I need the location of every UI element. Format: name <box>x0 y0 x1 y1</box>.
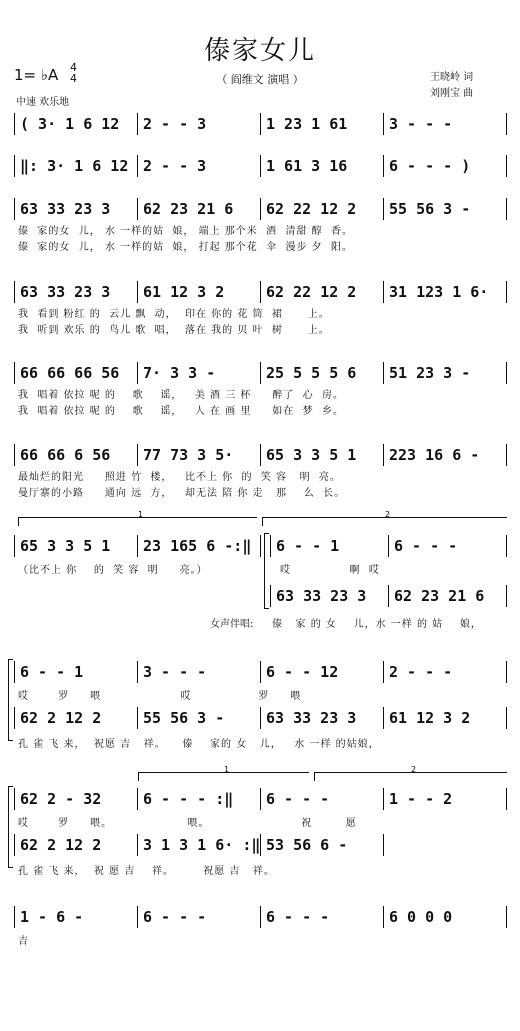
barline <box>383 906 384 928</box>
measure: 63 33 23 3 <box>266 709 357 727</box>
system-brace <box>264 533 269 609</box>
measure: 6 - - - <box>266 908 330 926</box>
measure: 61 12 3 2 <box>143 283 225 301</box>
measure: 3 - - - <box>143 663 207 681</box>
meter-bottom: 4 <box>70 72 77 85</box>
lyric-line: 哎 啊 哎 <box>280 565 380 576</box>
volta-number: 1 <box>138 510 144 519</box>
lyricist-credit: 王晓岭 词 <box>430 72 474 83</box>
measure: 3 - - - <box>389 115 462 133</box>
barline <box>260 362 261 384</box>
lyric-line: 哎 罗 喂。 喂。 祝 愿 <box>18 818 357 829</box>
barline <box>506 113 507 135</box>
lyric-line: 我 唱着 依拉 呢 的 歌 谣， 人 在 画 里 如在 梦 乡。 <box>18 406 345 417</box>
measure: 6 - - 1 <box>20 663 84 681</box>
measure: 62 2 12 2 <box>20 709 102 727</box>
composer-credit: 刘刚宝 曲 <box>430 88 474 99</box>
barline <box>14 198 15 220</box>
measure: 2 - - - <box>389 663 453 681</box>
barline <box>14 707 15 729</box>
measure: 31 123 1 6· <box>389 283 489 301</box>
barline <box>260 788 261 810</box>
measure: 62 2 12 2 <box>20 836 102 854</box>
barline <box>14 535 15 557</box>
score-row-volta <box>14 510 506 637</box>
measure: 65 3 3 5 1 <box>20 537 111 555</box>
measure: 223 16 6 - <box>389 446 480 464</box>
measure: 6 - - - <box>143 908 207 926</box>
barline <box>260 198 261 220</box>
barline <box>388 585 389 607</box>
volta-number: 2 <box>411 765 417 774</box>
measure: 63 33 23 3 <box>276 587 367 605</box>
barline <box>260 906 261 928</box>
score-row-duet <box>14 765 506 890</box>
barline <box>506 661 507 683</box>
measure: 2 - - 3 <box>143 115 207 133</box>
volta-number: 2 <box>385 510 391 519</box>
measure: 55 56 3 - <box>389 200 471 218</box>
barline <box>137 444 138 466</box>
measure: ‖: 3· 1 6 12 <box>20 157 129 175</box>
measure: 55 56 3 - <box>143 709 225 727</box>
lyric-line: 傣 家的女 儿， 水 一样的姑 娘， 打起 那个花 伞 漫步 夕 阳。 <box>18 242 354 253</box>
lyric-line: 孔 雀 飞 来， 祝愿 吉 祥。 傣 家的 女 儿， 水 一样 的姑娘， <box>18 739 380 750</box>
measure: 53 56 6 - <box>266 836 348 854</box>
lyric-line: 孔 雀 飞 来， 祝 愿 吉 祥。 祝愿 吉 祥。 <box>18 866 275 877</box>
volta-bracket-2 <box>262 510 507 526</box>
barline <box>137 906 138 928</box>
barline <box>137 661 138 683</box>
barline <box>260 834 261 856</box>
barline <box>137 788 138 810</box>
time-signature <box>70 62 77 84</box>
score-row <box>14 446 506 506</box>
barline <box>14 834 15 856</box>
measure: 1 23 1 61 <box>266 115 348 133</box>
lyric-line: 我 看到 粉红 的 云儿 飘 动， 印在 你的 花 筒 裙 上。 <box>18 309 330 320</box>
measure: 63 33 23 3 <box>20 200 111 218</box>
measure: ( 3· 1 6 12 <box>20 115 120 133</box>
measure: 66 66 66 56 <box>20 364 120 382</box>
meter-top: 4 <box>70 61 77 74</box>
measure: 62 22 12 2 <box>266 200 357 218</box>
barline <box>14 444 15 466</box>
measure: 23 165 6 -:‖ <box>143 537 252 555</box>
volta-bracket-2 <box>314 765 507 781</box>
measure: 7· 3 3 - <box>143 364 216 382</box>
barline <box>260 444 261 466</box>
barline <box>383 281 384 303</box>
volta-bracket-1 <box>138 765 309 781</box>
barline <box>388 535 389 557</box>
measure: 25 5 5 5 6 <box>266 364 357 382</box>
score-row <box>14 283 506 343</box>
barline <box>506 198 507 220</box>
measure: 51 23 3 - <box>389 364 471 382</box>
measure: 63 33 23 3 <box>20 283 111 301</box>
barline <box>506 444 507 466</box>
system-brace <box>8 659 13 741</box>
barline <box>137 281 138 303</box>
measure: 62 23 21 6 <box>394 587 485 605</box>
measure: 3 1 3 1 6· :‖ <box>143 836 261 854</box>
system-brace <box>8 786 13 868</box>
barline <box>137 535 138 557</box>
measure: 6 - - - ) <box>389 157 471 175</box>
measure: 65 3 3 5 1 <box>266 446 357 464</box>
measure: 6 - - - <box>266 790 330 808</box>
barline <box>137 198 138 220</box>
measure: 61 12 3 2 <box>389 709 471 727</box>
measure: 62 22 12 2 <box>266 283 357 301</box>
barline <box>270 535 271 557</box>
barline <box>14 661 15 683</box>
barline <box>260 535 261 557</box>
barline <box>137 155 138 177</box>
lyric-line: 曼厅寨的小路 通向 远 方， 却无法 陪 你 走 那 么 长。 <box>18 488 346 499</box>
barline <box>506 535 507 557</box>
barline <box>14 788 15 810</box>
barline <box>260 661 261 683</box>
measure: 2 - - 3 <box>143 157 207 175</box>
barline <box>270 585 271 607</box>
barline <box>260 155 261 177</box>
barline <box>383 362 384 384</box>
barline <box>14 113 15 135</box>
lyric-line: 傣 家的女 儿， 水 一样的姑 娘， 端上 那个米 酒 清甜 醇 香。 <box>18 226 354 237</box>
measure: 77 73 3 5· <box>143 446 234 464</box>
score-row <box>14 200 506 260</box>
measure: 6 - - 1 <box>276 537 340 555</box>
barline <box>260 707 261 729</box>
barline <box>383 661 384 683</box>
score-row <box>14 364 506 424</box>
barline <box>383 198 384 220</box>
barline <box>506 707 507 729</box>
measure: 6 - - 12 <box>266 663 339 681</box>
lyric-line: 我 听到 欢乐 的 鸟儿 歌 唱， 落在 我的 贝 叶 树 上。 <box>18 325 330 336</box>
barline <box>14 906 15 928</box>
barline <box>137 707 138 729</box>
measure: 62 2 - 32 <box>20 790 102 808</box>
barline <box>137 834 138 856</box>
measure: 1 61 3 16 <box>266 157 348 175</box>
barline <box>137 362 138 384</box>
barline <box>260 281 261 303</box>
barline <box>14 281 15 303</box>
lyric-line: 我 唱着 依拉 呢 的 歌 谣， 美 酒 三 杯 醉了 心 房。 <box>18 390 345 401</box>
lyric-line: 傣 家 的 女 儿，水 一样 的 姑 娘， <box>272 619 482 630</box>
lyric-line: （比不上 你 的 笑 容 明 亮。） <box>18 565 208 576</box>
barline <box>506 281 507 303</box>
barline <box>383 155 384 177</box>
song-title: 傣家女儿 <box>203 36 316 66</box>
measure: 6 - - - :‖ <box>143 790 234 808</box>
barline <box>383 113 384 135</box>
lyric-line: 哎 罗 喂 哎 罗 喂 <box>18 691 302 702</box>
barline <box>383 834 384 856</box>
lyric-label: 女声伴唱: <box>210 619 254 630</box>
barline <box>14 362 15 384</box>
tempo-marking: 中速 欢乐地 <box>16 97 70 108</box>
barline <box>260 113 261 135</box>
lyric-line: 吉 <box>18 936 29 947</box>
measure: 6 0 0 0 <box>389 908 453 926</box>
measure: 66 66 6 56 <box>20 446 111 464</box>
score-row-final <box>14 908 506 968</box>
volta-number: 1 <box>224 765 230 774</box>
volta-bracket-1 <box>18 510 257 526</box>
measure: 6 - - - <box>394 537 458 555</box>
barline <box>383 788 384 810</box>
barline <box>137 113 138 135</box>
measure: 62 23 21 6 <box>143 200 234 218</box>
singer-credit: （ 阎维文 演唱 ） <box>216 73 304 86</box>
barline <box>506 906 507 928</box>
key-signature: 1= ♭A <box>14 66 59 84</box>
barline <box>506 155 507 177</box>
barline <box>383 444 384 466</box>
barline <box>506 362 507 384</box>
lyric-line: 最灿烂的阳光 照进 竹 楼， 比不上 你 的 笑 容 明 亮。 <box>18 472 341 483</box>
barline <box>506 788 507 810</box>
measure: 1 - - 2 <box>389 790 453 808</box>
measure: 1 - 6 - <box>20 908 84 926</box>
barline <box>383 707 384 729</box>
barline <box>506 585 507 607</box>
barline <box>14 155 15 177</box>
score-row-duet <box>14 663 506 763</box>
